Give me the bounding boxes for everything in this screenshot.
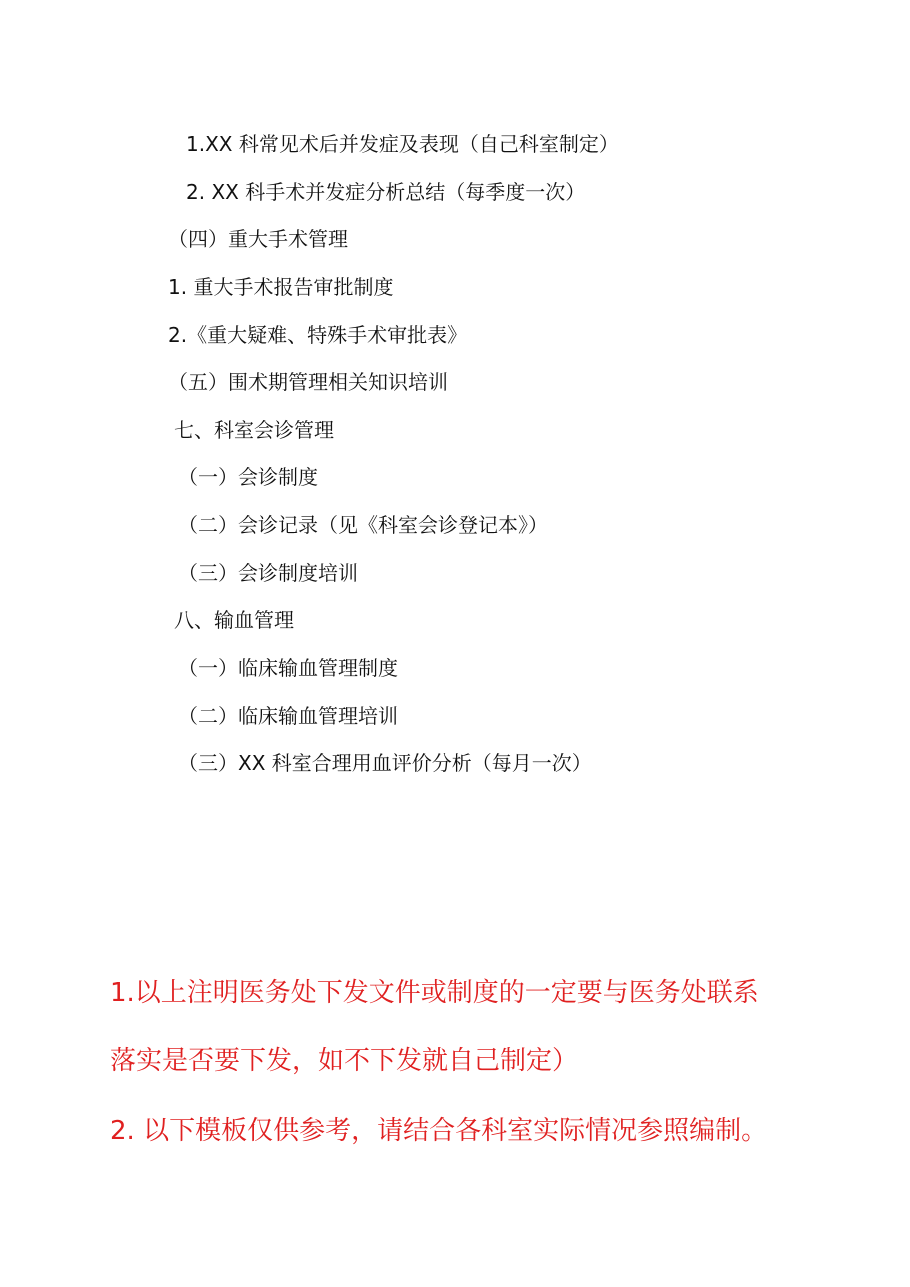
- outline-line-1: 1.XX 科常见术后并发症及表现（自己科室制定）: [186, 132, 619, 156]
- outline-line-8: （一）会诊制度: [178, 465, 318, 489]
- outline-line-4: 1. 重大手术报告审批制度: [168, 275, 394, 299]
- outline-line-9: （二）会诊记录（见《科室会诊登记本》）: [178, 513, 548, 537]
- note-line-2: 落实是否要下发，如不下发就自己制定）: [110, 1046, 579, 1076]
- outline-line-13: （二）临床输血管理培训: [178, 704, 398, 728]
- section-heading-7: 七、科室会诊管理: [174, 418, 334, 442]
- outline-line-14: （三）XX 科室合理用血评价分析（每月一次）: [178, 751, 592, 775]
- outline-line-12: （一）临床输血管理制度: [178, 656, 398, 680]
- section-heading-8: 八、输血管理: [174, 608, 294, 632]
- outline-line-10: （三）会诊制度培训: [178, 561, 358, 585]
- outline-line-5: 2.《重大疑难、特殊手术审批表》: [168, 323, 468, 347]
- outline-line-2: 2. XX 科手术并发症分析总结（每季度一次）: [186, 180, 586, 204]
- note-line-3: 2. 以下模板仅供参考，请结合各科室实际情况参照编制。: [110, 1116, 768, 1146]
- note-line-1: 1.以上注明医务处下发文件或制度的一定要与医务处联系: [110, 978, 759, 1008]
- outline-line-3: （四）重大手术管理: [168, 227, 348, 251]
- outline-line-6: （五）围术期管理相关知识培训: [168, 370, 448, 394]
